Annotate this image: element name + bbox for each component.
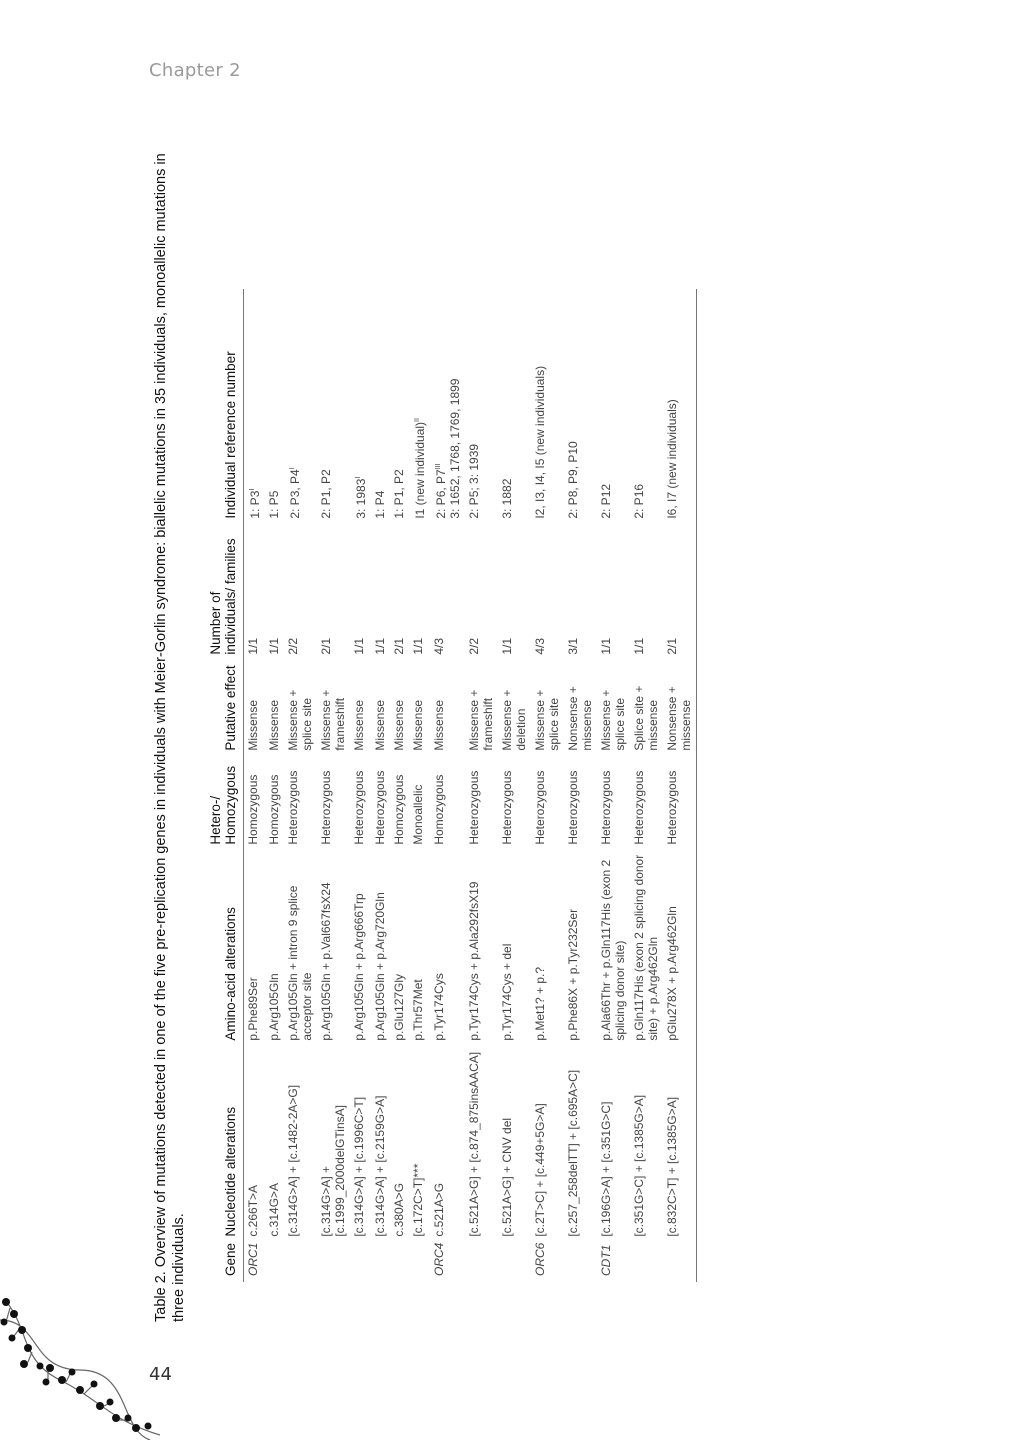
cell-amino-acid: p.Met1? + p.? bbox=[533, 966, 547, 1041]
cell-number: 4/3 bbox=[533, 637, 547, 655]
cell-nucleotide: [c.314G>A] + [c.1996C>T] bbox=[352, 1096, 366, 1237]
cell-nucleotide: [c.832C>T] + [c.1385G>A] bbox=[663, 1047, 697, 1243]
table-row bbox=[390, 289, 409, 1282]
reference-text: 2: P12 bbox=[599, 483, 613, 519]
cell-zygosity: Homozygous bbox=[392, 774, 406, 845]
cell-reference bbox=[350, 289, 371, 525]
cell-nucleotide: [c.196G>A] + [c.351G>C] bbox=[599, 1101, 613, 1237]
cell-amino-acid: p.Tyr174Cys bbox=[432, 973, 446, 1041]
cell-amino-acid: pGlu278X + p.Arg462Gln bbox=[663, 851, 697, 1047]
cell-gene bbox=[465, 1243, 498, 1282]
cell-amino-acid: p.Arg105Gln bbox=[267, 973, 281, 1041]
reference-footnote: I bbox=[289, 467, 296, 470]
cell-zygosity: Heterozygous bbox=[663, 757, 697, 851]
cell-number: 1/1 bbox=[599, 637, 613, 655]
cell-amino-acid: p.Arg105Gln + p.Arg720Gln bbox=[373, 892, 387, 1041]
cell-zygosity: Heterozygous bbox=[319, 770, 333, 845]
cell-reference bbox=[630, 289, 663, 525]
cell-zygosity: Heterozygous bbox=[533, 770, 547, 845]
cell-zygosity: Heterozygous bbox=[373, 770, 387, 845]
header-zygosity: Hetero-/ Homozygous bbox=[204, 757, 244, 851]
cell-nucleotide: c.380A>G bbox=[392, 1182, 406, 1237]
cell-nucleotide: [c.314G>A] + [c.1999_2000delGTinsA] bbox=[319, 1105, 347, 1237]
cell-gene: CDT1 bbox=[599, 1244, 613, 1276]
cell-amino-acid: p.Gln117His (exon 2 splicing donor site) + p.Arg462Gln bbox=[632, 854, 660, 1041]
cell-number: 1/1 bbox=[246, 637, 260, 655]
cell-gene bbox=[663, 1243, 697, 1282]
cell-effect: Missense bbox=[246, 699, 260, 751]
cell-number: 2/1 bbox=[663, 525, 697, 661]
cell-number: 1/1 bbox=[373, 637, 387, 655]
table-row bbox=[350, 289, 371, 1282]
cell-reference bbox=[244, 289, 266, 525]
table-header-row bbox=[204, 289, 244, 1282]
rotated-table-block bbox=[152, 142, 942, 1322]
cell-reference bbox=[430, 289, 465, 525]
cell-zygosity: Heterozygous bbox=[566, 770, 580, 845]
cell-gene: ORC6 bbox=[533, 1242, 547, 1276]
cell-gene bbox=[317, 1243, 350, 1282]
cell-effect: Missense bbox=[373, 699, 387, 751]
cell-reference bbox=[498, 289, 531, 525]
cell-zygosity: Monoallelic bbox=[411, 784, 425, 845]
cell-effect: Missense bbox=[392, 699, 406, 751]
reference-text: I2, I3, I4, I5 (new individuals) bbox=[533, 365, 547, 519]
mutation-table bbox=[204, 289, 697, 1282]
chapter-header: Chapter 2 bbox=[149, 60, 241, 81]
cell-effect: Missense + splice site bbox=[599, 689, 627, 751]
cell-amino-acid: p.Arg105Gln + p.Arg666Trp bbox=[352, 893, 366, 1041]
cell-effect: Missense + splice site bbox=[533, 689, 561, 751]
table-row bbox=[663, 289, 697, 1282]
header-reference: Individual reference number bbox=[204, 289, 244, 525]
cell-gene bbox=[409, 1243, 430, 1282]
cell-gene bbox=[564, 1243, 597, 1282]
cell-effect: Missense + frameshift bbox=[319, 689, 347, 751]
cell-zygosity: Heterozygous bbox=[286, 770, 300, 845]
cell-nucleotide: [c.521A>G] + [c.874_875insAACA] bbox=[467, 1051, 481, 1237]
cell-number: 2/1 bbox=[319, 637, 333, 655]
cell-number: 4/3 bbox=[432, 637, 446, 655]
reference-text: 1: P5 bbox=[267, 490, 281, 519]
cell-effect: Missense bbox=[432, 699, 446, 751]
table-caption: Table 2. Overview of mutations detected in one of the five pre-replication genes in individuals with Meier-Gorlin syndrome: biallelic mutations in 35 individuals, monoallelic mutations in three individuals. bbox=[153, 153, 187, 1322]
reference-text: 3: 1983 bbox=[354, 478, 368, 519]
cell-gene: ORC4 bbox=[432, 1242, 446, 1276]
cell-number: 1/1 bbox=[352, 637, 366, 655]
cell-reference bbox=[409, 289, 430, 525]
header-gene: Gene bbox=[204, 1243, 244, 1282]
cell-reference bbox=[564, 289, 597, 525]
cell-reference bbox=[465, 289, 498, 525]
cell-gene bbox=[371, 1243, 390, 1282]
reference-text: I1 (new individual) bbox=[413, 421, 427, 519]
cell-reference bbox=[531, 289, 564, 525]
cell-reference bbox=[597, 289, 630, 525]
cell-effect: Missense bbox=[352, 699, 366, 751]
cell-amino-acid: p.Phe86X + p.Tyr232Ser bbox=[566, 908, 580, 1041]
reference-text: 3: 1882 bbox=[500, 478, 514, 519]
reference-footnote: III bbox=[435, 463, 442, 470]
reference-text: 2: P16 bbox=[632, 483, 646, 519]
cell-nucleotide: [c.351G>C] + [c.1385G>A] bbox=[632, 1094, 646, 1237]
table-row bbox=[430, 289, 465, 1282]
cell-number: 2/2 bbox=[467, 637, 481, 655]
reference-footnote: I bbox=[249, 488, 256, 491]
table-row bbox=[498, 289, 531, 1282]
cell-number: 3/1 bbox=[566, 637, 580, 655]
page-number: 44 bbox=[149, 1364, 172, 1385]
reference-text-secondary: 3: 1652, 1768, 1769, 1899 bbox=[448, 378, 462, 519]
table-row bbox=[317, 289, 350, 1282]
cell-nucleotide: [c.2T>C] + [c.449+5G>A] bbox=[533, 1103, 547, 1237]
header-amino-acid: Amino-acid alterations bbox=[204, 851, 244, 1047]
cell-amino-acid: p.Thr57Met bbox=[411, 979, 425, 1041]
reference-text: I6, I7 (new individuals) bbox=[665, 399, 679, 519]
table-row bbox=[284, 289, 317, 1282]
cell-nucleotide: [c.521A>G] + CNV del bbox=[500, 1117, 514, 1237]
cell-zygosity: Heterozygous bbox=[632, 770, 646, 845]
header-effect: Putative effect bbox=[204, 661, 244, 757]
cell-number: 1/1 bbox=[500, 637, 514, 655]
cell-amino-acid: p.Tyr174Cys + p.Ala292fsX19 bbox=[467, 881, 481, 1041]
reference-text: 1: P4 bbox=[373, 490, 387, 519]
cell-reference bbox=[390, 289, 409, 525]
reference-footnote: I bbox=[355, 476, 362, 479]
cell-zygosity: Heterozygous bbox=[599, 770, 613, 845]
cell-effect: Nonsense + missense bbox=[566, 686, 594, 751]
cell-reference bbox=[371, 289, 390, 525]
cell-zygosity: Homozygous bbox=[267, 774, 281, 845]
cell-gene bbox=[265, 1243, 284, 1282]
reference-text: 2: P3, P4 bbox=[288, 469, 302, 519]
reference-text: 2: P5; 3: 1939 bbox=[467, 443, 481, 519]
cell-effect: Missense + splice site bbox=[286, 689, 314, 751]
cell-zygosity: Heterozygous bbox=[352, 770, 366, 845]
reference-text: 1: P3 bbox=[248, 490, 262, 519]
cell-amino-acid: p.Ala66Thr + p.Gln117His (exon 2 splicing donor site) bbox=[599, 859, 627, 1041]
cell-effect: Missense + deletion bbox=[500, 689, 528, 751]
cell-nucleotide: [c.257_258delTT] + [c.695A>C] bbox=[566, 1069, 580, 1237]
cell-reference bbox=[663, 289, 697, 525]
cell-effect: Nonsense + missense bbox=[663, 661, 697, 757]
cell-amino-acid: p.Arg105Gln + p.Val667fsX24 bbox=[319, 882, 333, 1041]
table-row bbox=[564, 289, 597, 1282]
cell-amino-acid: p.Phe89Ser bbox=[246, 977, 260, 1041]
cell-effect: Missense + frameshift bbox=[467, 689, 495, 751]
cell-number: 1/1 bbox=[632, 637, 646, 655]
cell-gene bbox=[498, 1243, 531, 1282]
table-row bbox=[265, 289, 284, 1282]
cell-gene bbox=[284, 1243, 317, 1282]
dna-helix-decoration bbox=[0, 1290, 160, 1440]
table-body bbox=[244, 289, 697, 1282]
table-row bbox=[244, 289, 266, 1282]
cell-number: 1/1 bbox=[267, 637, 281, 655]
cell-effect: Splice site + missense bbox=[632, 685, 660, 751]
reference-footnote: II bbox=[414, 418, 421, 422]
cell-gene: ORC1 bbox=[246, 1242, 260, 1276]
reference-text: 2: P6, P7 bbox=[434, 469, 448, 519]
cell-zygosity: Heterozygous bbox=[467, 770, 481, 845]
cell-reference bbox=[284, 289, 317, 525]
cell-nucleotide: c.521A>G bbox=[432, 1182, 446, 1237]
reference-text: 1: P1, P2 bbox=[392, 469, 406, 519]
cell-nucleotide: c.266T>A bbox=[246, 1184, 260, 1237]
table-row bbox=[630, 289, 663, 1282]
cell-amino-acid: p.Arg105Gln + intron 9 splice acceptor site bbox=[286, 885, 314, 1041]
table-row bbox=[531, 289, 564, 1282]
header-number: Number of individuals/ families bbox=[204, 525, 244, 661]
cell-effect: Missense bbox=[267, 699, 281, 751]
cell-zygosity: Homozygous bbox=[432, 774, 446, 845]
cell-nucleotide: [c.314G>A] + [c.2159G>A] bbox=[373, 1095, 387, 1237]
cell-zygosity: Heterozygous bbox=[500, 770, 514, 845]
table-row bbox=[371, 289, 390, 1282]
table-row bbox=[597, 289, 630, 1282]
header-nucleotide: Nucleotide alterations bbox=[204, 1047, 244, 1243]
cell-gene bbox=[390, 1243, 409, 1282]
cell-reference bbox=[265, 289, 284, 525]
cell-amino-acid: p.Tyr174Cys + del bbox=[500, 943, 514, 1041]
cell-effect: Missense bbox=[411, 699, 425, 751]
cell-nucleotide: [c.314G>A] + [c.1482-2A>G] bbox=[286, 1084, 300, 1237]
cell-number: 2/1 bbox=[392, 637, 406, 655]
cell-amino-acid: p.Glu127Gly bbox=[392, 973, 406, 1041]
reference-text: 2: P1, P2 bbox=[319, 469, 333, 519]
cell-zygosity: Homozygous bbox=[246, 774, 260, 845]
cell-gene bbox=[630, 1243, 663, 1282]
cell-number: 1/1 bbox=[411, 637, 425, 655]
reference-text: 2: P8, P9, P10 bbox=[566, 441, 580, 519]
cell-nucleotide: [c.172C>T]*** bbox=[411, 1163, 425, 1237]
table-row bbox=[409, 289, 430, 1282]
cell-reference bbox=[317, 289, 350, 525]
cell-gene bbox=[350, 1243, 371, 1282]
table-row bbox=[465, 289, 498, 1282]
cell-nucleotide: c.314G>A bbox=[267, 1182, 281, 1237]
cell-number: 2/2 bbox=[286, 637, 300, 655]
